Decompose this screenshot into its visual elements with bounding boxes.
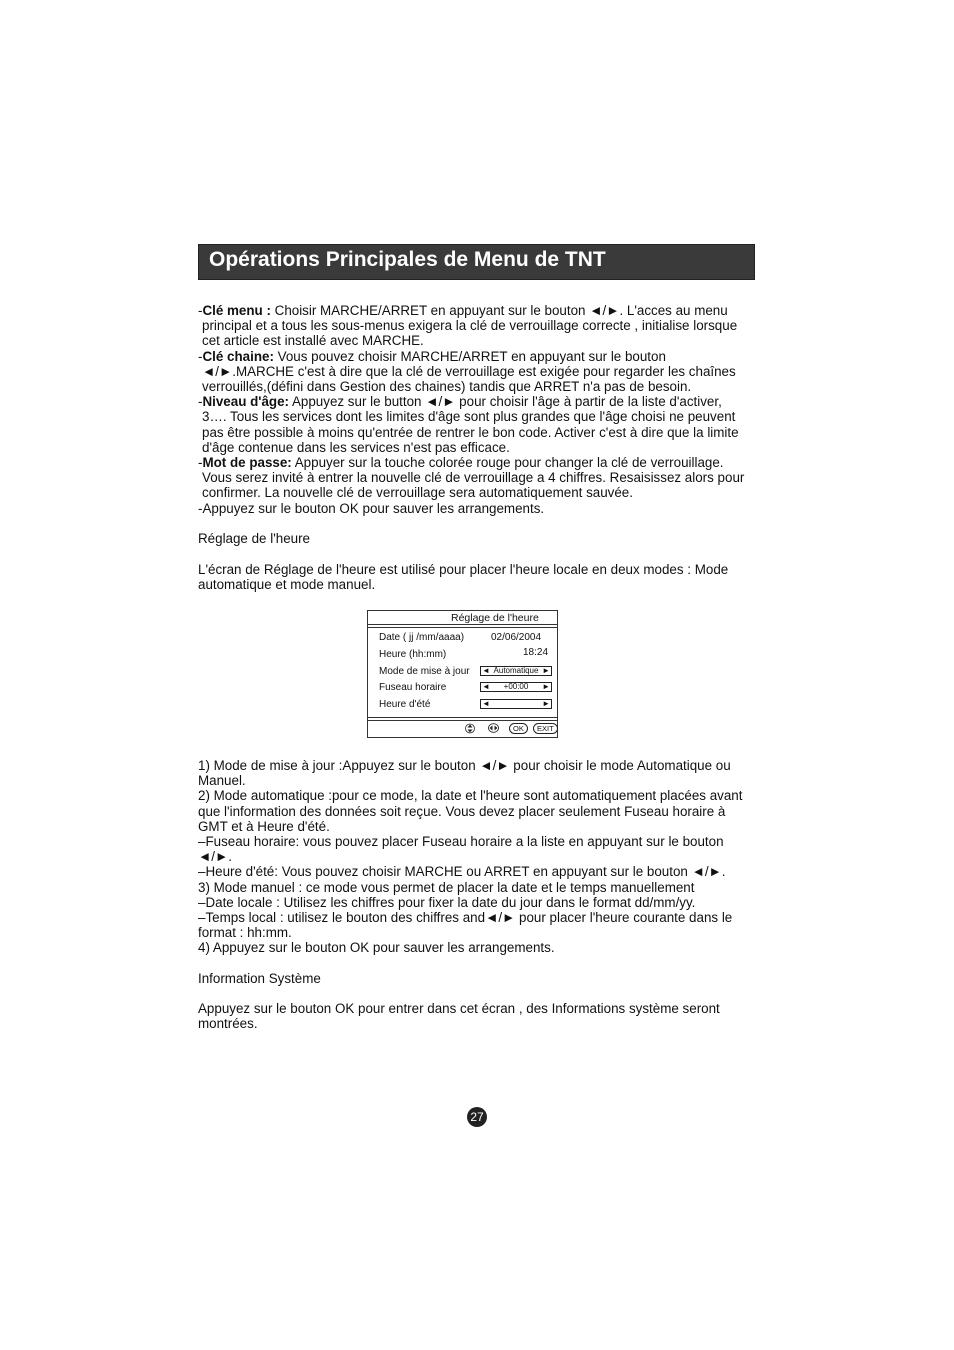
info-line-2: montrées. — [198, 1016, 258, 1032]
date-label: Date ( jj /mm/aaaa) — [379, 632, 465, 643]
niveau-line-2: 3…. Tous les services dont les limites d'âge sont plus grandes que l'âge choisi ne peuvent — [202, 409, 736, 425]
reglage-intro — [198, 562, 758, 592]
cle-chaine-text: Vous pouvez choisir MARCHE/ARRET en appuyant sur le bouton — [273, 348, 666, 364]
niveau-line-4: d'âge contenue dans les services n'est pas efficace. — [202, 439, 510, 455]
right-arrow-icon[interactable]: ► — [542, 699, 550, 708]
mode-selector[interactable] — [480, 666, 552, 676]
ete-selector[interactable] — [480, 699, 552, 709]
footer-divider — [368, 717, 557, 718]
left-right-nav-icon — [488, 723, 499, 735]
step2-line-2: que l'information des données soit reçue. Vous devez placer seulement Fuseau horaire à — [198, 803, 726, 819]
header-divider-2 — [368, 627, 557, 628]
fuseau-label: Fuseau horaire — [379, 682, 447, 693]
temps-local-line-2: format : hh:mm. — [198, 925, 292, 941]
cle-chaine-line-2: ◄/►.MARCHE c'est à dire que la clé de verrouillage est exigée pour regarder les chaînes — [202, 363, 736, 379]
fuseau-selector[interactable] — [480, 682, 552, 692]
time-settings-screen — [367, 610, 558, 738]
heure-ete-line: –Heure d'été: Vous pouvez choisir MARCHE ou ARRET en appuyant sur le bouton ◄/►. — [198, 864, 726, 880]
mdp-text: Appuyer sur la touche colorée rouge pour changer la clé de verrouillage. — [291, 455, 724, 471]
left-arrow-icon[interactable]: ◄ — [482, 666, 490, 675]
reglage-intro-line-2: automatique et mode manuel. — [198, 577, 376, 593]
step1-line-1: 1) Mode de mise à jour :Appuyez sur le bouton ◄/► pour choisir le mode Automatique ou — [198, 758, 731, 773]
ok-button[interactable]: OK — [509, 723, 528, 734]
cle-chaine-line-3: verrouillés,(défini dans Gestion des chaines) tandis que ARRET n'a pas de besoin. — [202, 379, 692, 395]
date-locale-line: –Date locale : Utilisez les chiffres pour fixer la date du jour dans le format dd/mm/yy. — [198, 894, 696, 910]
cle-menu-line-3: cet article est installé avec MARCHE. — [202, 333, 424, 349]
date-value: 02/06/2004 — [491, 632, 542, 643]
niveau-line-3: pas être possible à moins qu'entrée de rentrer le bon code. Activer c'est à dire que la limite — [202, 424, 739, 440]
temps-local-line-1: –Temps local : utilisez le bouton des chiffres and◄/► pour placer l'heure courante dans le — [198, 910, 733, 926]
fuseau-line-1: –Fuseau horaire: vous pouvez placer Fuseau horaire a la liste en appuyant sur le bouton — [198, 834, 724, 850]
reglage-intro-line-1: L'écran de Réglage de l'heure est utilisé pour placer l'heure locale en deux modes : Mode — [198, 562, 729, 577]
exit-button[interactable]: EXIT — [533, 723, 558, 734]
right-arrow-icon[interactable]: ► — [542, 666, 550, 675]
heure-label: Heure (hh:mm) — [379, 649, 447, 660]
cle-menu-line-2: principal et a tous les sous-menus exigera la clé de verrouillage correcte , initialise lorsque — [202, 318, 738, 334]
header-divider — [368, 624, 557, 625]
step2-line-1: 2) Mode automatique :pour ce mode, la date et l'heure sont automatiquement placées avant — [198, 788, 743, 804]
up-down-nav-icon — [465, 723, 475, 736]
page-title: Opérations Principales de Menu de TNT — [209, 248, 606, 271]
ete-label: Heure d'été — [379, 699, 431, 710]
cle-menu-text: Choisir MARCHE/ARRET en appuyant sur le bouton ◄/►. L'acces au menu — [270, 303, 728, 318]
info-text — [198, 1001, 758, 1031]
ok-save-line: -Appuyez sur le bouton OK pour sauver les arrangements. — [198, 500, 545, 516]
mdp-label: Mot de passe: — [202, 455, 292, 471]
left-arrow-icon[interactable]: ◄ — [482, 699, 490, 708]
niveau-text: Appuyez sur le button ◄/► pour choisir l'âge à partir de la liste d'activer, — [289, 394, 722, 410]
fuseau-line-2: ◄/►. — [198, 849, 232, 865]
step2-line-3: GMT et à Heure d'été. — [198, 818, 330, 834]
mode-value: Automatique — [493, 666, 539, 675]
screen-header: Réglage de l'heure — [451, 612, 539, 624]
right-arrow-icon[interactable]: ► — [542, 682, 550, 691]
info-line-1: Appuyez sur le bouton OK pour entrer dans cet écran , des Informations système seront — [198, 1001, 720, 1016]
mode-label: Mode de mise à jour — [379, 666, 470, 677]
cle-chaine-label: Clé chaine: — [202, 348, 274, 364]
page-title-bar — [198, 244, 755, 280]
cle-chaine-line: -Clé chaine: Vous pouvez choisir MARCHE/ARRET en appuyant sur le bouton — [198, 348, 666, 364]
step4-line: 4) Appuyez sur le bouton OK pour sauver les arrangements. — [198, 940, 555, 956]
heure-value: 18:24 — [523, 647, 549, 658]
reglage-heading: Réglage de l'heure — [198, 531, 310, 546]
footer-divider-2 — [368, 720, 557, 721]
niveau-label: Niveau d'âge: — [202, 394, 289, 410]
steps-section — [198, 758, 758, 956]
mdp-line-3: confirmer. La nouvelle clé de verrouillage sera automatiquement sauvée. — [202, 485, 633, 501]
left-arrow-icon[interactable]: ◄ — [482, 682, 490, 691]
fuseau-value: +00:00 — [503, 682, 529, 691]
cle-menu-line: -Clé menu : Choisir MARCHE/ARRET en appuyant sur le bouton ◄/►. L'acces au menu — [198, 303, 728, 318]
step1-line-2: Manuel. — [198, 773, 246, 789]
mdp-line-2: Vous serez invité à entrer la nouvelle clé de verrouillage a 4 chiffres. Resaisissez alors pour — [202, 470, 745, 486]
niveau-line: -Niveau d'âge: Appuyez sur le button ◄/► pour choisir l'âge à partir de la liste d'activer, — [198, 394, 722, 410]
step3-line: 3) Mode manuel : ce mode vous permet de placer la date et le temps manuellement — [198, 879, 695, 895]
cle-menu-label: Clé menu : — [202, 303, 271, 318]
page-number: 27 — [467, 1107, 487, 1127]
info-heading: Information Système — [198, 971, 321, 986]
mdp-line: -Mot de passe: Appuyer sur la touche colorée rouge pour changer la clé de verrouillage. — [198, 455, 724, 471]
lock-settings-section — [198, 303, 758, 516]
